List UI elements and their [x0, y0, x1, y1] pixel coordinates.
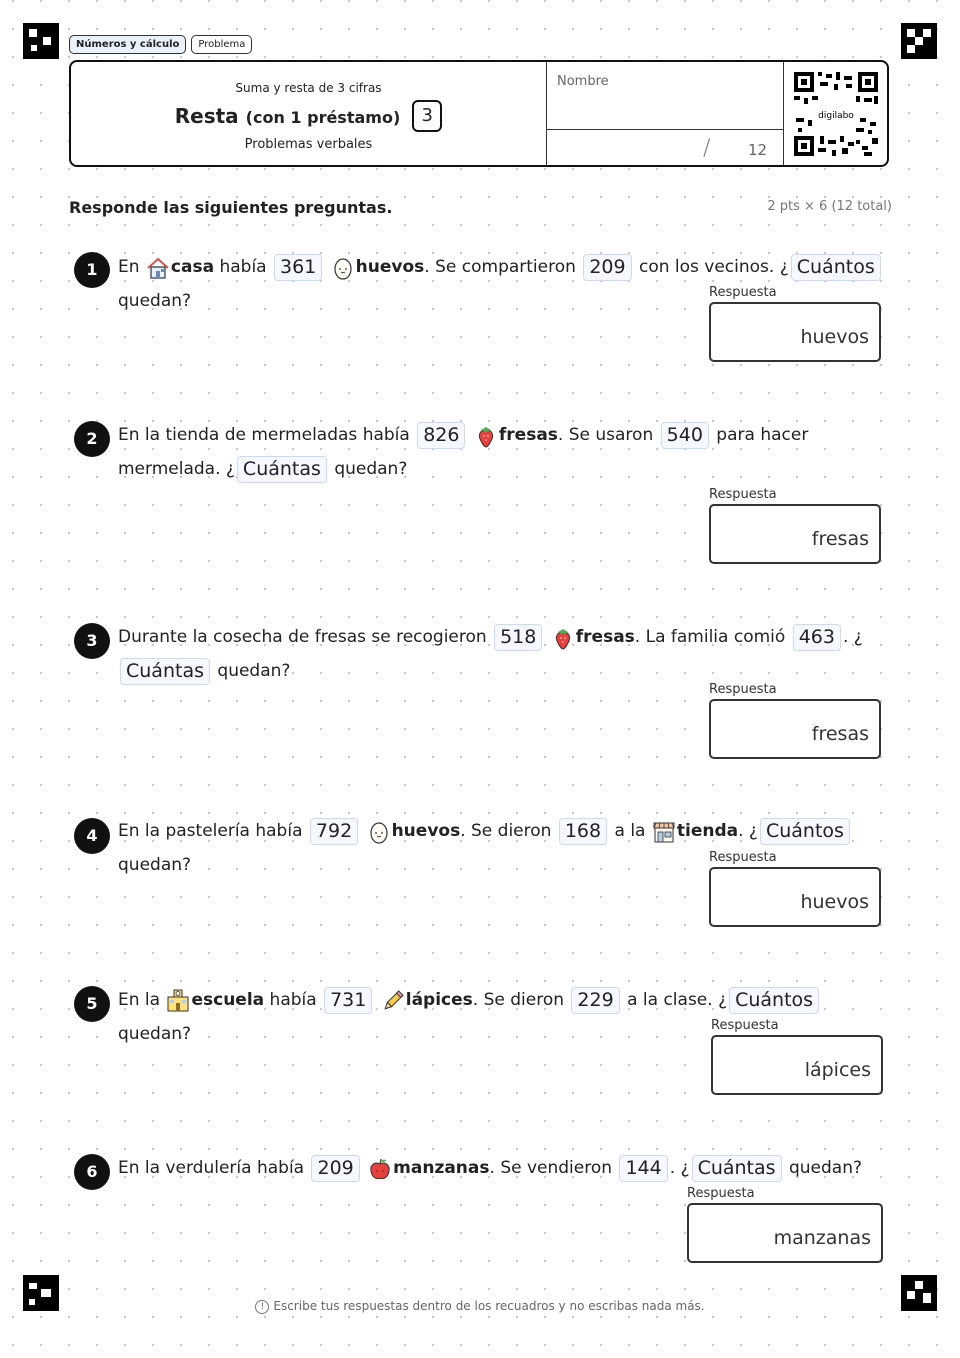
answer-box[interactable] — [687, 1203, 883, 1263]
store-icon — [652, 820, 676, 844]
number-box: 731 — [324, 987, 372, 1014]
text-segment: En la tienda de mermeladas había — [118, 425, 416, 445]
title-block — [71, 62, 546, 165]
text-segment: En la verdulería había — [118, 1158, 310, 1178]
answer-label: Respuesta — [709, 285, 777, 300]
text-segment: En — [118, 257, 145, 277]
title-note: (con 1 préstamo) — [245, 108, 401, 127]
title-main: Resta — [174, 104, 239, 128]
answer-unit: huevos — [800, 891, 869, 913]
number-box: 463 — [793, 624, 841, 651]
question-word-box: Cuántas — [120, 658, 210, 685]
strawberry-icon — [474, 424, 498, 448]
number-box: 361 — [274, 254, 322, 281]
text-segment: a la — [609, 821, 651, 841]
answer-box[interactable] — [709, 504, 881, 564]
apple-icon — [368, 1157, 392, 1181]
question-text — [118, 419, 888, 486]
worksheet-title — [175, 104, 401, 128]
answer-box[interactable] — [711, 1035, 883, 1095]
corner-marker-top-left — [23, 23, 59, 59]
answer-unit: huevos — [800, 326, 869, 348]
text-segment: . ¿ — [738, 821, 758, 841]
unit-word: casa — [170, 257, 215, 277]
pencil-icon — [381, 989, 405, 1013]
text-segment: . Se compartieron — [424, 257, 582, 277]
number-box: 144 — [619, 1155, 667, 1182]
unit-word: escuela — [191, 990, 265, 1010]
footer-text: Escribe tus respuestas dentro de los recuadros y no escribas nada más. — [273, 1299, 705, 1313]
unit-word: manzanas — [393, 1158, 490, 1178]
text-segment: quedan? — [118, 854, 192, 875]
points-info: 2 pts × 6 (12 total) — [767, 199, 892, 214]
number-box: 209 — [311, 1155, 359, 1182]
instructions: Responde las siguientes preguntas. — [69, 198, 393, 217]
question-text — [118, 1152, 888, 1186]
footer-note — [0, 1299, 960, 1314]
answer-label: Respuesta — [709, 850, 777, 865]
text-segment: con los vecinos. ¿ — [633, 257, 789, 277]
score-slash: / — [703, 136, 711, 161]
answer-box[interactable] — [709, 302, 881, 362]
worksheet-description: Problemas verbales — [244, 137, 373, 152]
question-word-box: Cuántos — [760, 818, 850, 845]
unit-word: lápices — [405, 990, 473, 1010]
question-word-box: Cuántas — [237, 456, 327, 483]
answer-box[interactable] — [709, 699, 881, 759]
text-segment: . Se dieron — [460, 821, 557, 841]
question-number: 2 — [74, 421, 110, 457]
answer-label: Respuesta — [687, 1186, 755, 1201]
text-segment: a la clase. ¿ — [621, 990, 728, 1010]
text-segment: . ¿ — [842, 627, 863, 647]
unit-word: fresas — [498, 425, 558, 445]
text-segment: Durante la cosecha de fresas se recogieron — [118, 627, 493, 647]
answer-label: Respuesta — [711, 1018, 779, 1033]
number-box: 229 — [571, 987, 619, 1014]
info-icon: ! — [255, 1300, 269, 1314]
number-box: 168 — [559, 818, 607, 845]
unit-word: fresas — [575, 627, 635, 647]
score-total: 12 — [748, 141, 768, 159]
number-box: 209 — [583, 254, 631, 281]
answer-unit: manzanas — [773, 1227, 871, 1249]
number-box: 540 — [661, 422, 709, 449]
text-segment: En la — [118, 990, 166, 1010]
question-number: 4 — [74, 818, 110, 854]
number-box: 792 — [310, 818, 358, 845]
text-segment: . Se dieron — [472, 990, 570, 1010]
answer-label: Respuesta — [709, 487, 777, 502]
text-segment: quedan? — [212, 660, 291, 681]
tag-type: Problema — [191, 35, 252, 54]
question-number: 3 — [74, 623, 110, 659]
name-divider — [547, 129, 783, 130]
question-number: 1 — [74, 252, 110, 288]
text-segment: . Se vendieron — [489, 1158, 618, 1178]
answer-unit: fresas — [811, 723, 869, 745]
category-tags — [69, 35, 252, 54]
answer-box[interactable] — [709, 867, 881, 927]
text-segment: . Se usaron — [557, 425, 659, 445]
worksheet-header — [69, 60, 889, 167]
corner-marker-top-right — [901, 23, 937, 59]
number-box: 826 — [417, 422, 465, 449]
name-label: Nombre — [557, 74, 609, 89]
unit-word: tienda — [676, 821, 739, 841]
question-word-box: Cuántos — [791, 254, 881, 281]
question-word-box: Cuántas — [692, 1155, 782, 1182]
level-badge: 3 — [412, 100, 442, 132]
answer-unit: lápices — [804, 1059, 871, 1081]
text-segment: había — [264, 990, 323, 1010]
house-icon — [146, 256, 170, 280]
unit-word: huevos — [355, 257, 425, 277]
tag-category: Números y cálculo — [69, 35, 186, 54]
answer-unit: fresas — [811, 528, 869, 550]
question-number: 6 — [74, 1154, 110, 1190]
text-segment: había — [214, 257, 272, 277]
text-segment: En la pastelería había — [118, 821, 308, 841]
text-segment: quedan? — [118, 1023, 192, 1044]
school-icon — [166, 989, 190, 1013]
worksheet-subtitle: Suma y resta de 3 cifras — [235, 81, 382, 95]
qr-code-icon — [794, 72, 878, 156]
egg-icon — [367, 820, 391, 844]
answer-label: Respuesta — [709, 682, 777, 697]
text-segment: quedan? — [783, 1158, 862, 1178]
text-segment: quedan? — [118, 290, 192, 311]
text-segment: . ¿ — [669, 1158, 690, 1178]
number-box: 518 — [494, 624, 542, 651]
text-segment: . La familia comió — [634, 627, 791, 647]
strawberry-icon — [551, 626, 575, 650]
egg-icon — [331, 256, 355, 280]
question-number: 5 — [74, 986, 110, 1022]
name-score-block — [546, 62, 784, 165]
text-segment: quedan? — [328, 458, 408, 479]
question-text — [118, 621, 888, 688]
text-segment: para hacer mermelada. ¿ — [118, 425, 809, 479]
unit-word: huevos — [391, 821, 461, 841]
qr-text: digilabo — [818, 111, 854, 121]
question-word-box: Cuántos — [729, 987, 819, 1014]
